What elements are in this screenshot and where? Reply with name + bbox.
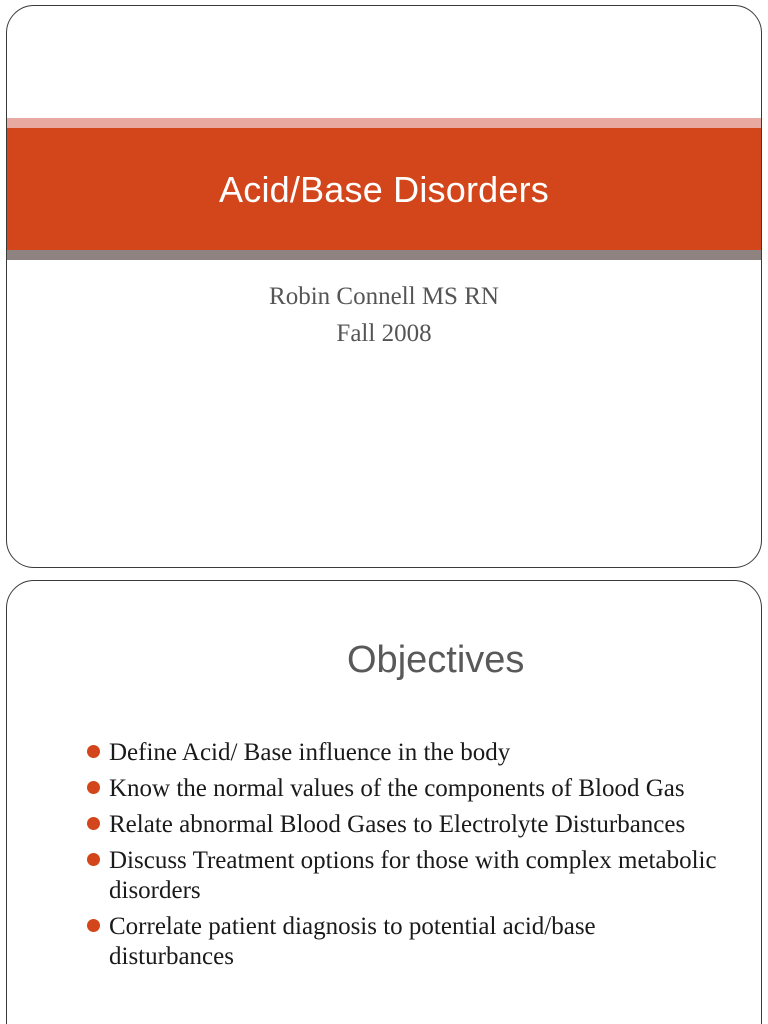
subtitle-term: Fall 2008: [336, 320, 432, 347]
bullet-dot-icon: [87, 919, 100, 932]
bullet-dot-icon: [87, 817, 100, 830]
bullet-dot-icon: [87, 853, 100, 866]
title-band: [7, 128, 761, 250]
list-item-text: Define Acid/ Base influence in the body: [109, 739, 511, 766]
list-item: [85, 810, 725, 840]
slide-title: [6, 5, 762, 568]
list-item-text: Know the normal values of the components of Blood Gas: [109, 775, 685, 802]
objectives-list: [85, 738, 725, 978]
subtitle-author: Robin Connell MS RN: [269, 283, 499, 310]
list-item: [85, 774, 725, 804]
list-item: [85, 846, 725, 906]
bullet-dot-icon: [87, 781, 100, 794]
objectives-title: Objectives: [347, 639, 525, 681]
list-item: [85, 738, 725, 768]
slide-title-text: Acid/Base Disorders: [219, 169, 549, 210]
bullet-dot-icon: [87, 745, 100, 758]
list-item-text: Correlate patient diagnosis to potential acid/base disturbances: [109, 913, 596, 970]
slide-objectives: [6, 580, 762, 1024]
slide-subtitle: [7, 278, 761, 352]
title-accent-bottom: [7, 250, 761, 260]
list-item-text: Discuss Treatment options for those with complex metabolic disorders: [109, 847, 717, 904]
list-item: [85, 912, 725, 972]
list-item-text: Relate abnormal Blood Gases to Electrolyte Disturbances: [109, 811, 686, 838]
title-accent-top: [7, 118, 761, 128]
